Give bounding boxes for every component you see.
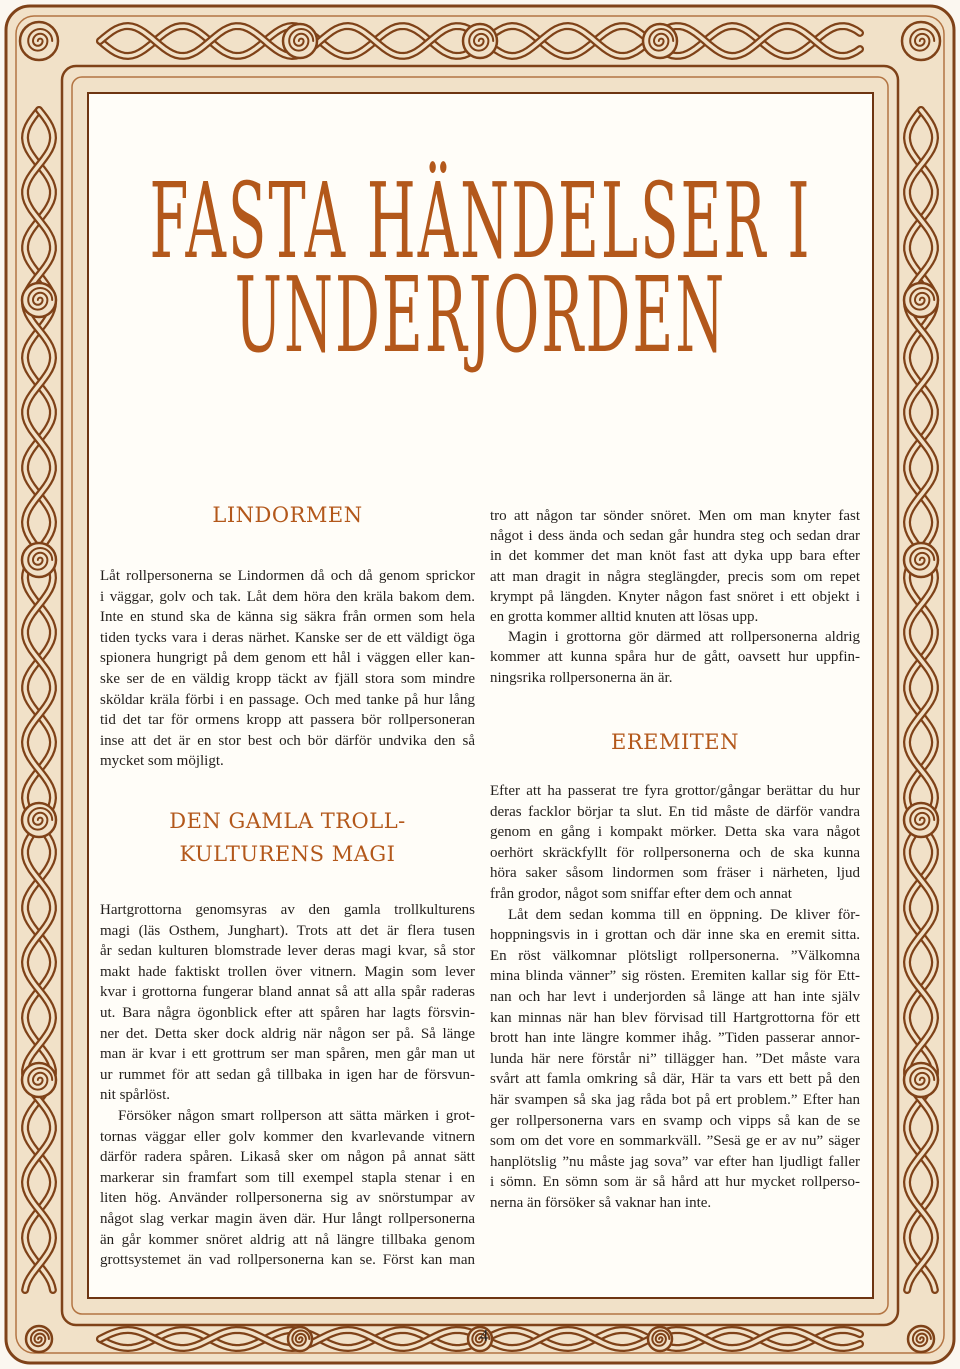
text-line: in det kommer det man knöt fast att dyka upp bara efter	[490, 548, 860, 565]
text-line: ger rollpersonerna vars en svamp och vipps så kan de se	[490, 1112, 860, 1129]
text-line: i sömn. En sömn som är så hård att hur mycket rollperso-	[490, 1174, 860, 1191]
text-line: mina blinda vänner” sig rösten. Eremiten kallar sig för Ett-	[490, 968, 860, 985]
paragraph	[490, 905, 860, 1214]
text-line: nan och har levt i underjorden så länge att han inte själv	[490, 988, 860, 1005]
section-heading-eremiten: EREMITEN	[611, 730, 739, 754]
text-line: brott han inte längre kommer ihåg. ”Tiden passerar annor-	[490, 1030, 860, 1047]
text-line: tiden tycks vara i deras närhet. Kanske ser de ett väldigt öga	[100, 629, 475, 646]
text-line: hoppningsvis in i grottan och där inne ska en eremit sitta.	[490, 927, 860, 944]
text-line: Hartgrottorna genomsyras av den gamla trollkulturens	[100, 902, 475, 918]
page-number: 4	[479, 1326, 489, 1345]
text-line: genom en gång i kompakt mörker. Detta ska vara något	[490, 824, 860, 841]
text-line: ningsrika rollpersonerna än är.	[490, 669, 673, 686]
section-body-eremiten	[490, 781, 860, 1213]
section-heading-line: KULTURENS MAGI	[179, 842, 396, 866]
text-line: kvar i grottorna fungerar bland annat så att alla spår raderas	[100, 984, 475, 1001]
section-heading-lindormen: LINDORMEN	[212, 503, 363, 527]
text-line: som om det vore en sommarkväll. ”Sesä ge er av nu” säger	[490, 1133, 860, 1150]
text-line: En röst välkomnar plötsligt rollpersonerna. ”Välkomna	[490, 947, 860, 964]
text-line: ske ser de en väldig kropp täckt av fjäll stora som mindre	[100, 670, 475, 687]
text-line: svårt att famla omkring så där, Här ta vars ett bett på den	[490, 1071, 860, 1088]
section-body-trollkulturen	[100, 900, 475, 1271]
text-line: höra saker såsom lindormen som fräser i närheten, ljud	[490, 865, 860, 882]
text-line: nerna än försöker så vaknar han inte.	[490, 1194, 712, 1211]
text-line: Låt rollpersonerna se Lindormen då och då genom sprickor	[100, 568, 475, 584]
text-line: år sedan kulturen blomstrade lever deras magi kvar, så stor	[100, 943, 475, 960]
text-line: inse att det är en stor best och bör därför undvika den så	[100, 732, 475, 749]
text-line: att man dragit in några steglängder, precis som om repet	[490, 568, 860, 585]
text-line: Låt dem sedan komma till en öppning. De kliver för-	[508, 906, 860, 923]
text-line: något slag verkar magin även där. Hur långt rollpersonerna	[100, 1210, 475, 1227]
text-line: nit spårlöst.	[100, 1087, 170, 1104]
text-line: sköldar kräla förbi i en passage. Och med tanke på hur lång	[100, 691, 475, 708]
text-line: tornas väggar eller golv kommer den kvarlevande vitnern	[100, 1128, 475, 1145]
text-line: här svampen så ska jag råda bot på ert problem.” Efter han	[490, 1091, 860, 1108]
text-line: grottsystemet än vad rollpersonerna kan se. Först kan man	[100, 1252, 475, 1269]
paragraph	[100, 566, 475, 772]
text-line: liten hög. Använder rollpersonerna sig av snörstumpar av	[100, 1190, 475, 1207]
text-line: oerhört skräckfyllt för rollpersonerna och de ska kunna	[490, 844, 860, 861]
text-line: lunda här nere förstår ni” tillägger han. ”Det måste vara	[490, 1050, 860, 1067]
section-body-trollkulturen-continued	[490, 506, 860, 688]
text-line: kommer att kunna spåra hur de gått, oavsett hur uppfin-	[490, 649, 860, 666]
text-line: därför radera spåren. Likaså sker om någon på annat sätt	[100, 1149, 475, 1166]
text-line: något i dess ända och sedan går hundra steg och sedan drar	[490, 528, 860, 545]
paragraph	[100, 900, 475, 1106]
text-line: mycket som möjligt.	[100, 753, 224, 770]
text-line: ut. Bara några ögonblick efter att spåren har lagts försvin-	[100, 1004, 475, 1021]
text-line: man är kvar i ett grottrum ser man spåren, men går man ut	[100, 1046, 475, 1063]
text-line: deras facklor börjar ta slut. En tid måste de därför vandra	[490, 803, 860, 820]
text-line: Försöker någon smart rollperson att sätta märken i grot-	[118, 1107, 475, 1124]
page-title-line-2: UNDERJORDEN	[234, 256, 727, 378]
paragraph	[490, 627, 860, 688]
text-line: makt hade faktiskt trollen över vitnern. Magin som lever	[100, 963, 475, 980]
text-line: ur rummet för att sedan gå tillbaka in igen har de försvun-	[100, 1066, 475, 1083]
text-line: markerar sin framfart som till exempel stapla stenar i en	[100, 1169, 475, 1186]
section-body-lindormen	[100, 566, 475, 772]
text-line: än går kommer snöret aldrig att nå längre tillbaka genom	[100, 1231, 475, 1248]
section-heading-trollkulturen	[100, 805, 475, 871]
text-line: tid det tar för ormens kropp att passera bör rollpersoneran	[100, 712, 475, 729]
text-line: tro att någon tar sönder snöret. Men om man knyter fast	[490, 508, 860, 524]
text-line: hanplötslig ”nu måste jag sova” var efter han ljudligt faller	[490, 1153, 860, 1170]
paragraph	[100, 1106, 475, 1271]
text-line: från grodor, något som sniffar efter dem och annat	[490, 885, 792, 902]
page-title-line-1: FASTA HÄNDELSER I	[149, 162, 812, 284]
text-line: spionera hungrigt på dem genom ett hål i väggen eller kan-	[100, 650, 475, 667]
text-line: kan minnas när han blev förvisad till Hartgrottorna för ett	[490, 1009, 860, 1026]
paragraph	[490, 781, 860, 905]
text-line: i väggar, golv och tak. Låt dem höra den kräla bakom dem.	[100, 588, 475, 605]
text-line: ner det. Detta sker dock aldrig när någon ser på. Så länge	[100, 1025, 475, 1042]
text-line: krympt på längden. Knyter någon fast snöret i ett objekt i	[490, 588, 860, 605]
section-heading-line: DEN GAMLA TROLL-	[169, 809, 406, 833]
text-line: en grotta kommer alltid knuten att lösas upp.	[490, 608, 759, 625]
paragraph	[490, 506, 860, 627]
text-line: Inte en stund ska de känna sig säkra från ormen som hela	[100, 609, 475, 626]
text-line: Efter att ha passerat tre fyra grottor/gångar berättar du hur	[490, 783, 860, 799]
text-line: magi (läs Osthem, Junghart). Trots att det är flera tusen	[100, 922, 475, 939]
text-line: Magin i grottorna gör därmed att rollpersonerna aldrig	[508, 629, 860, 646]
